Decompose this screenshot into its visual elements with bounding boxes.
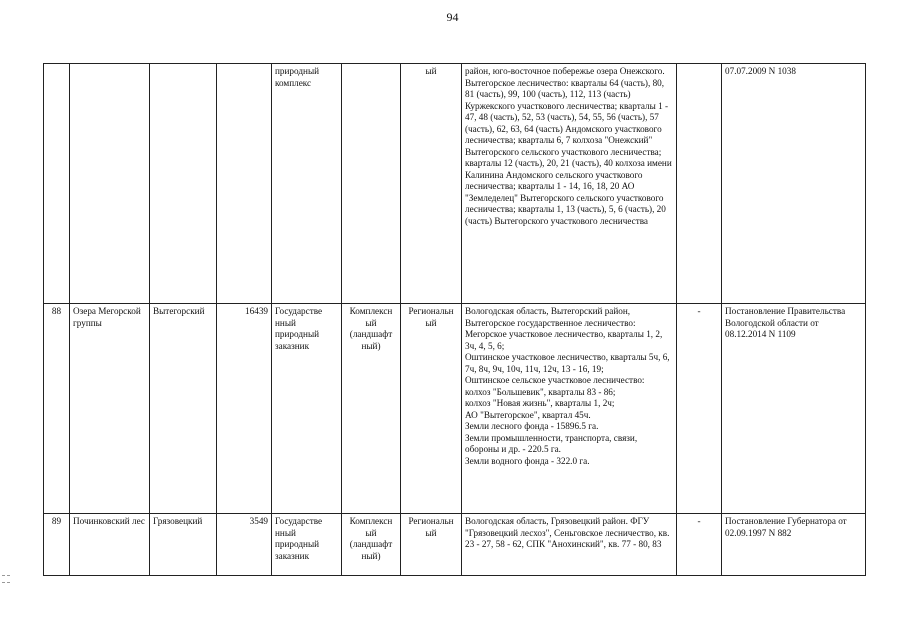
row-number: 89 bbox=[44, 514, 70, 576]
category: Государстве нный природный заказник bbox=[272, 514, 342, 576]
category: природный комплекс bbox=[272, 64, 342, 304]
table-row bbox=[44, 514, 866, 576]
scan-edge-marks bbox=[2, 575, 12, 589]
protected-areas-table bbox=[43, 63, 866, 576]
district bbox=[150, 64, 217, 304]
table-row bbox=[44, 304, 866, 514]
location: район, юго-восточное побережье озера Онежского. Вытегорское лесничество: кварталы 64 (часть), 80, 81 (часть), 99, 100 (часть), 112, 113 (часть) Куржекского участкового лесничества; кварталы 1 - 47, 48 (часть), 52, 53 (часть), 54, 55, 56 (часть), 57 (часть), 62, 63, 64 (часть) Андомского участкового лесничества; кварталы 6, 7 колхоза "Онежский" Вытегорского сельского участкового лесничества; кварталы 12 (часть), 20, 21 (часть), 40 колхоза имени Калинина Андомского сельского участкового лесничества; кварталы 1 - 14, 16, 18, 20 АО "Земледелец" Вытегорского сельского участкового лесничества; кварталы 1, 13 (часть), 5, 6 (часть), 20 (часть) Вытегорского участкового лесничества bbox=[462, 64, 677, 304]
legal-document: Постановление Губернатора от 02.09.1997 N 882 bbox=[722, 514, 866, 576]
area-name: Озера Мегорской группы bbox=[70, 304, 150, 514]
row-number: 88 bbox=[44, 304, 70, 514]
significance: ый bbox=[401, 64, 462, 304]
table-row bbox=[44, 64, 866, 304]
page-number: 94 bbox=[446, 10, 459, 24]
profile: Комплексн ый (ландшафт ный) bbox=[342, 514, 401, 576]
legal-document: Постановление Правительства Вологодской области от 08.12.2014 N 1109 bbox=[722, 304, 866, 514]
legal-document: 07.07.2009 N 1038 bbox=[722, 64, 866, 304]
district: Грязовецкий bbox=[150, 514, 217, 576]
area-ha bbox=[217, 64, 272, 304]
area-name bbox=[70, 64, 150, 304]
area-name: Починковский лес bbox=[70, 514, 150, 576]
area-ha: 16439 bbox=[217, 304, 272, 514]
dash-cell: - bbox=[677, 304, 722, 514]
profile bbox=[342, 64, 401, 304]
significance: Региональн ый bbox=[401, 304, 462, 514]
location: Вологодская область, Вытегорский район, Вытегорское государственное лесничество: Мегорское участковое лесничество, кварталы 1, 2, 3ч, 4, 5, 6; Оштинское участковое лесничество, кварталы 5ч, 6, 7ч, 8ч, 9ч, 10ч, 11ч, 12ч, 13 - 16, 19; Оштинское сельское участковое лесничество: колхоз "Большевик", кварталы 83 - 86; колхоз "Новая жизнь", кварталы 1, 2ч; АО "Вытегорское", квартал 45ч. Земли лесного фонда - 15896.5 га. Земли промышленности, транспорта, связи, обороны и др. - 220.5 га. Земли водного фонда - 322.0 га. bbox=[462, 304, 677, 514]
row-number bbox=[44, 64, 70, 304]
dash-cell bbox=[677, 64, 722, 304]
area-ha: 3549 bbox=[217, 514, 272, 576]
significance: Региональн ый bbox=[401, 514, 462, 576]
district: Вытегорский bbox=[150, 304, 217, 514]
location: Вологодская область, Грязовецкий район. ФГУ "Грязовецкий лесхоз", Сеньговское лесничество, кв. 23 - 27, 58 - 62, СПК "Анохинский", кв. 77 - 80, 83 bbox=[462, 514, 677, 576]
category: Государстве нный природный заказник bbox=[272, 304, 342, 514]
profile: Комплексн ый (ландшафт ный) bbox=[342, 304, 401, 514]
dash-cell: - bbox=[677, 514, 722, 576]
